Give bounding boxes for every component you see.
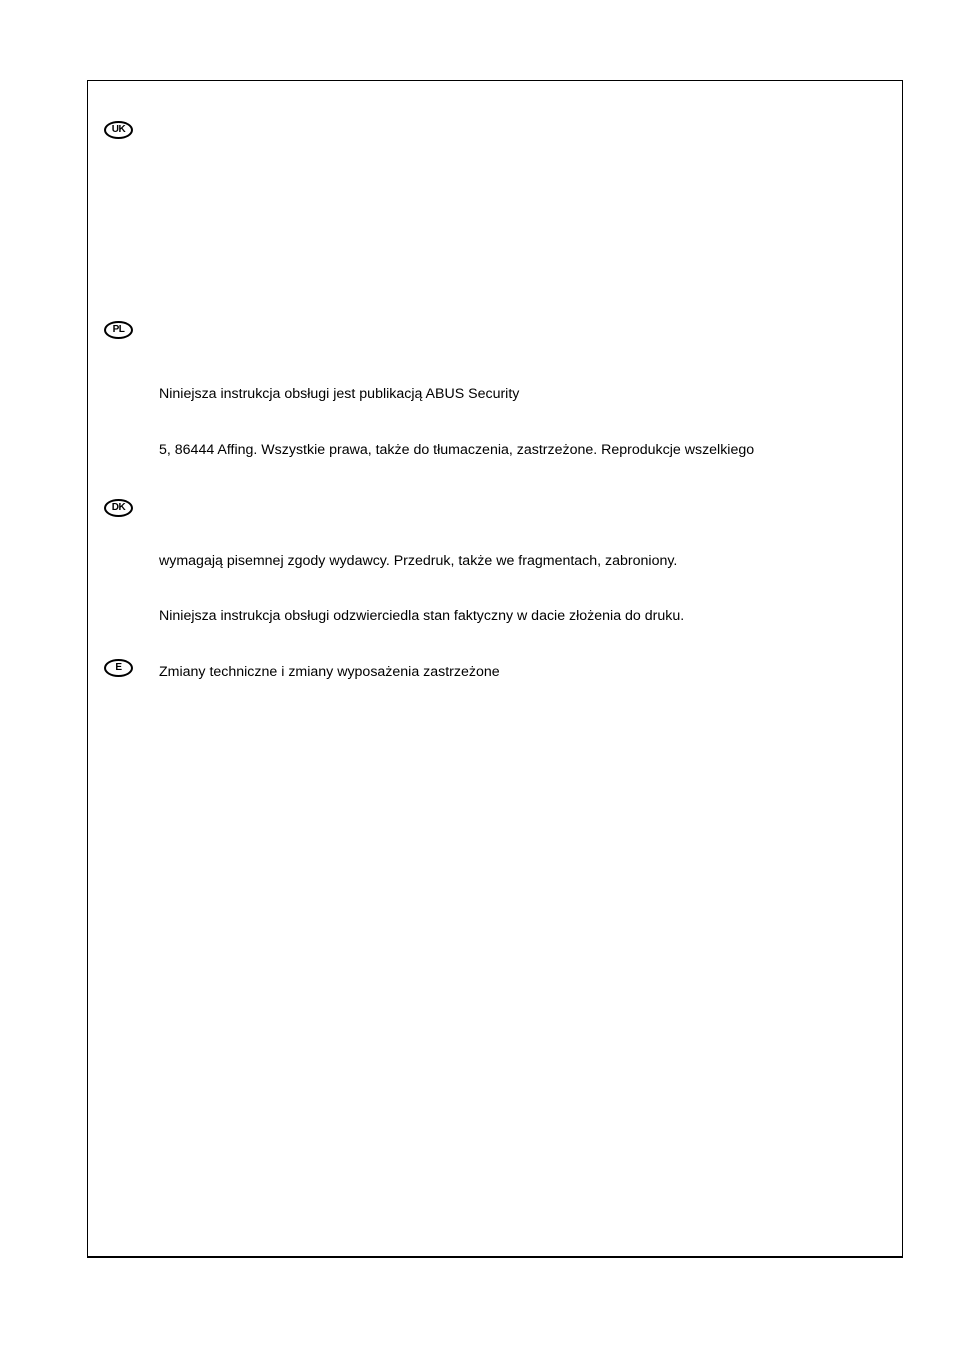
pl-text-line: Niniejsza instrukcja obsługi jest publikacją ABUS Security: [159, 386, 520, 402]
pl-text-line: [159, 496, 754, 515]
dk-language-badge: DK: [104, 499, 133, 517]
pl-text-line: Zmiany techniczne i zmiany wyposażenia zastrzeżone: [159, 663, 500, 680]
pl-language-badge: PL: [104, 321, 133, 339]
pl-text-line: 5, 86444 Affing. Wszystkie prawa, także do tłumaczenia, zastrzeżone. Reprodukcje wszelkiego: [159, 441, 755, 458]
pl-imprint-text: [159, 348, 754, 700]
pl-text-line: wymagają pisemnej zgody wydawcy. Przedruk, także we fragmentach, zabroniony.: [159, 552, 678, 569]
pl-text-line: Niniejsza instrukcja obsługi odzwierciedla stan faktyczny w dacie złożenia do druku.: [159, 608, 685, 624]
uk-language-badge: UK: [104, 121, 133, 139]
e-language-badge: E: [104, 659, 133, 677]
